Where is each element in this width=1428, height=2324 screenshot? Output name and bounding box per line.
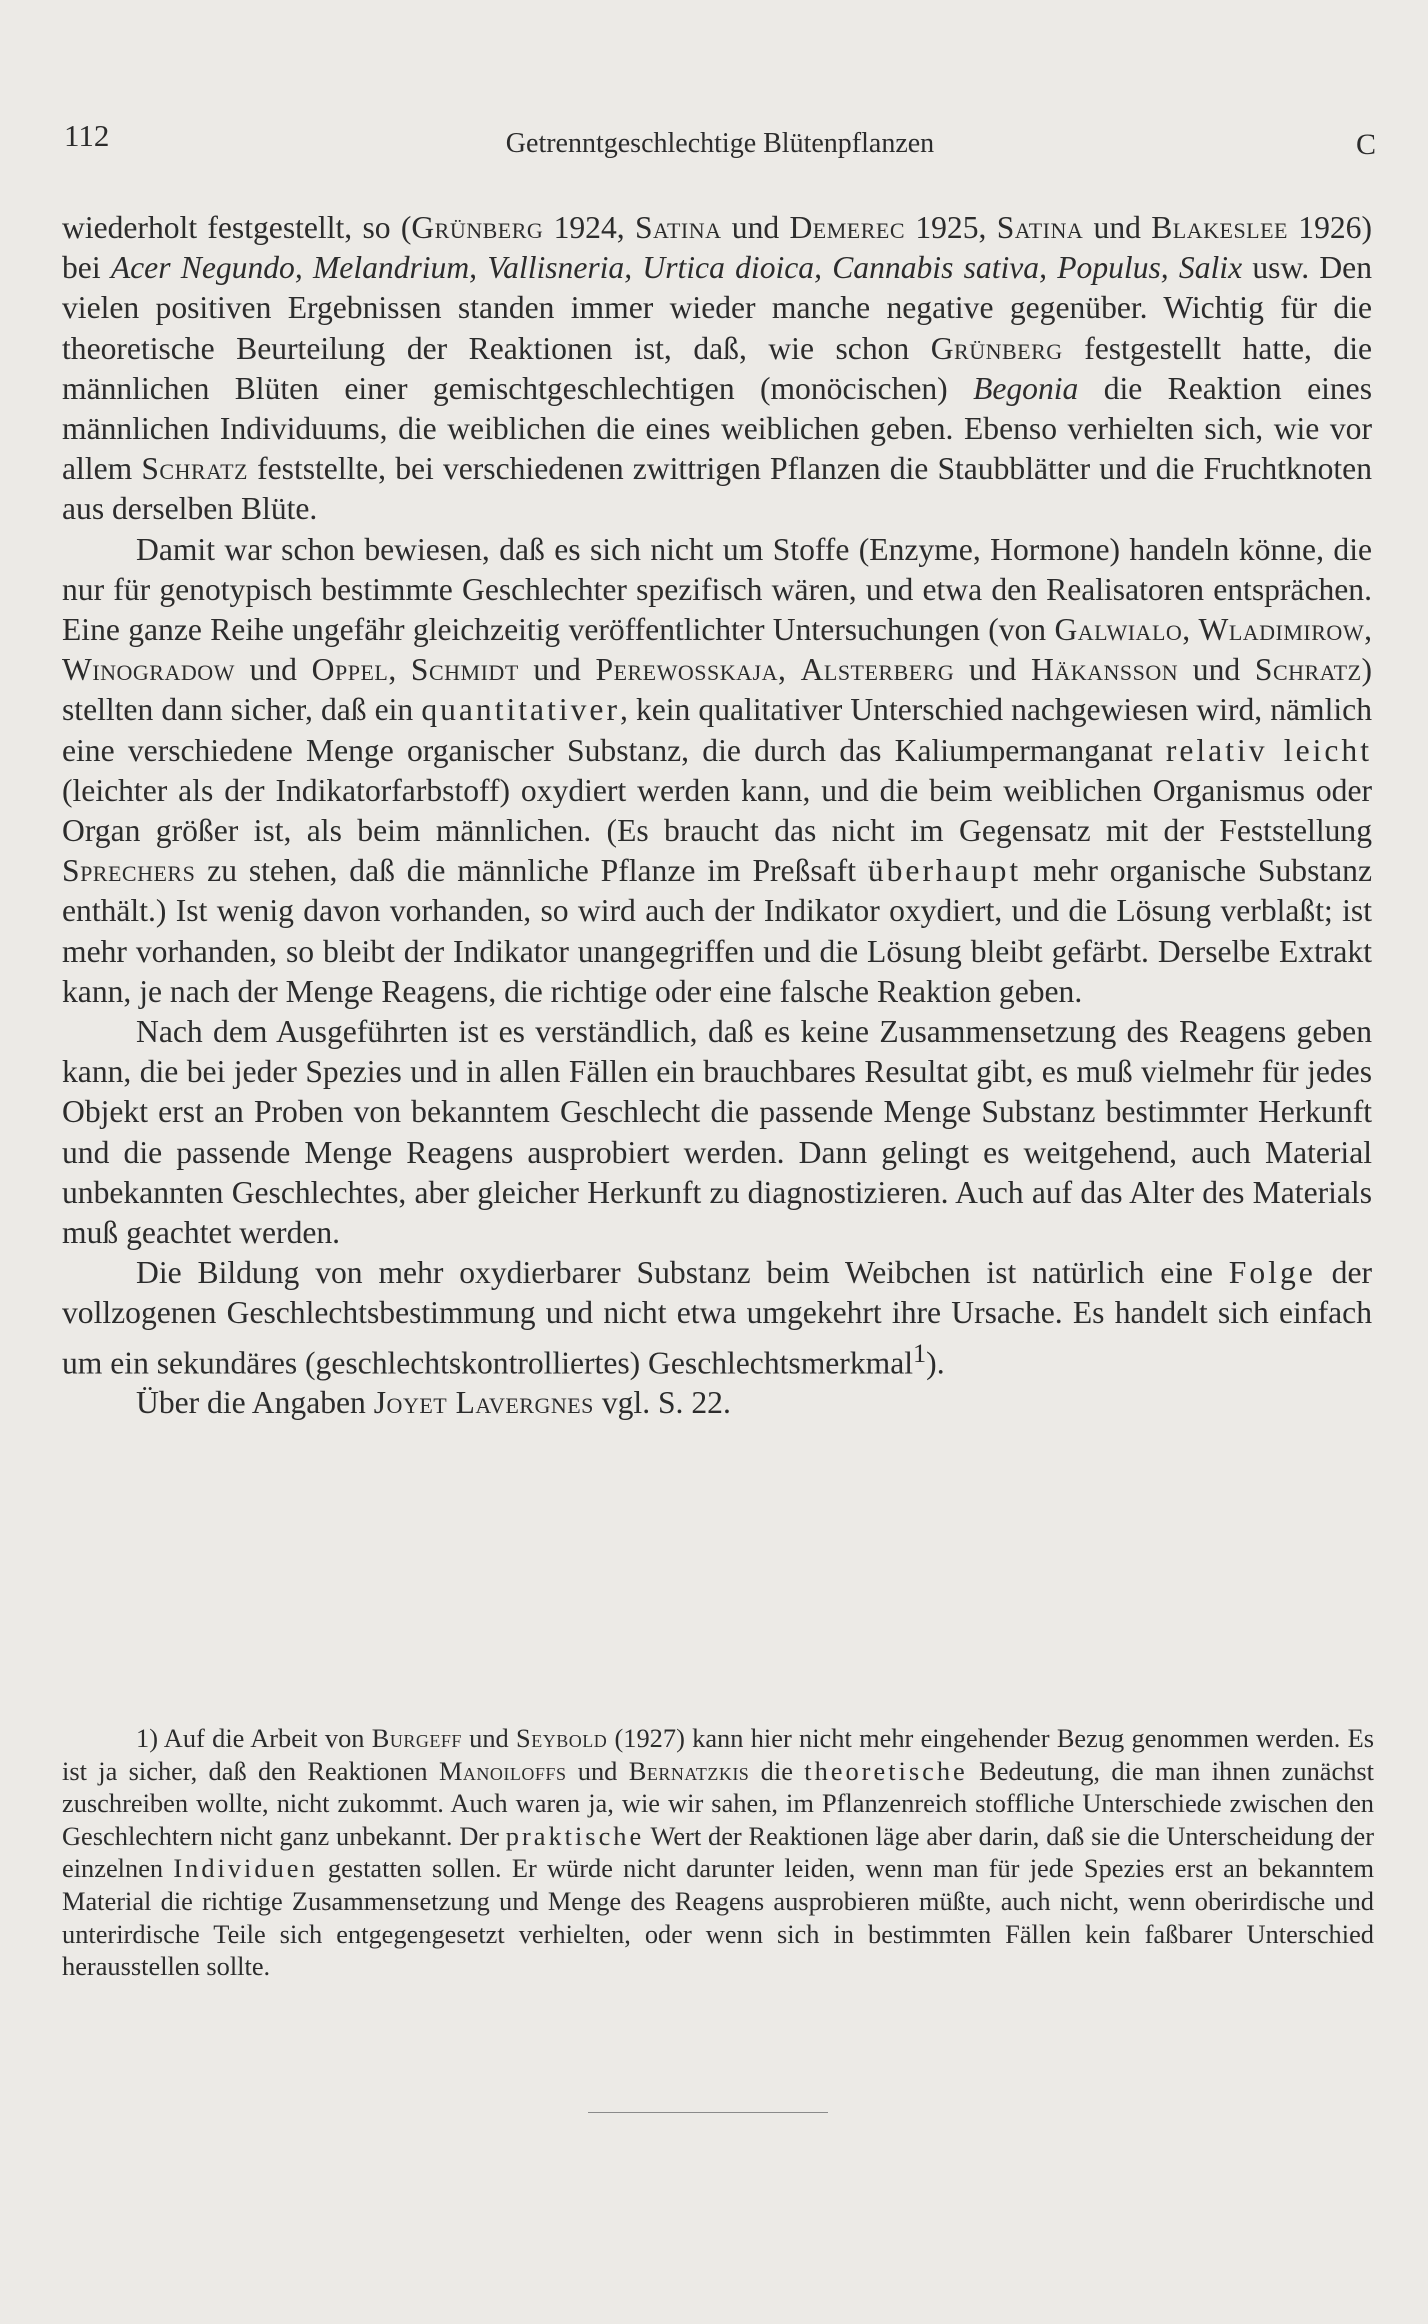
- bottom-rule: [588, 2112, 828, 2113]
- author-name: Schratz: [141, 451, 248, 487]
- running-title: Getrenntgeschlechtige Blütenpflanzen: [505, 128, 935, 159]
- author-name: Burgeff: [371, 1723, 462, 1753]
- author-name: Oppel: [311, 652, 389, 688]
- paragraph-5: Über die Angaben Joyet Lavergnes vgl. S. 22.: [136, 1385, 731, 1421]
- paragraph-2: Damit war schon bewiesen, daß es sich nicht um Stoffe (Enzyme, Hormone) handeln könne, die nur für genotypisch bestimmte Geschlechter spezifisch wären, und etwa den Realisatoren entsprächen. Eine ganze Reihe ungefähr gleichzeitig veröffentlichter Untersuchungen (von Galwialo, Wladimirow, Winogradow und Oppel, Schmidt und Perewosskaja, Alsterberg und Häkansson und Schratz) stellten dann sicher, daß ein quantitativer, kein qualitativer Unterschied nachgewiesen wird, nämlich eine verschiedene Menge organischer Substanz, die durch das Kaliumpermanganat relativ leicht (leichter als der Indikatorfarbstoff) oxydiert werden kann, und die beim weiblichen Organismus oder Organ größer ist, als beim männlichen. (Es braucht das nicht im Gegensatz mit der Feststellung Sprechers zu stehen, daß die männliche Pflanze im Preßsaft überhaupt mehr organische Substanz enthält.) Ist wenig davon vorhanden, so wird auch der Indikator oxydiert, und die Lösung verblaßt; ist mehr vorhanden, so bleibt der Indikator unangegriffen und die Lösung bleibt gefärbt. Derselbe Extrakt kann, je nach der Menge Reagens, die richtige oder eine falsche Reaktion geben.: [62, 531, 1373, 1009]
- author-name: Blakeslee: [1151, 210, 1288, 245]
- spaced-emphasis: quantitativer: [421, 692, 620, 728]
- author-name: Demerec: [789, 210, 906, 245]
- author-name: Sprechers: [62, 853, 196, 889]
- author-name: Grünberg: [930, 330, 1063, 366]
- author-name: Grünberg: [411, 210, 544, 245]
- author-name: Satina: [996, 210, 1084, 245]
- author-name: Seybold: [516, 1723, 608, 1753]
- paragraph-3: Nach dem Ausgeführten ist es verständlich, daß es keine Zusammensetzung des Reagens geben kann, die bei jeder Spezies und in allen Fällen ein brauchbares Resultat gibt, es muß vielmehr für jedes Objekt erst an Proben von bekanntem Geschlecht die passende Menge Substanz bestimmter Herkunft und die passende Menge Reagens ausprobiert werden. Dann gelingt es weitgehend, auch Material unbekannten Geschlechtes, aber gleicher Herkunft zu diagnostizieren. Auch auf das Alter des Materials muß geachtet werden.: [62, 1014, 1372, 1251]
- author-name: Schmidt: [410, 652, 519, 688]
- footnote-marker: 1): [136, 1723, 158, 1753]
- spaced-emphasis: praktische: [505, 1820, 645, 1851]
- author-name: Manoiloffs: [438, 1755, 567, 1786]
- author-name: Joyet Lavergnes: [373, 1385, 594, 1421]
- author-name: Bernatzkis: [628, 1755, 750, 1786]
- spaced-emphasis: überhaupt: [867, 853, 1022, 889]
- author-name: Satina: [634, 210, 722, 245]
- author-name: Alsterberg: [800, 652, 955, 688]
- species-name: Begonia: [973, 370, 1079, 406]
- species-names: Acer Negundo, Melandrium, Vallisneria, Urtica dioica, Cannabis sativa, Populus, Salix: [110, 250, 1243, 286]
- paragraph-1: wiederholt festgestellt, so (Grünberg 1924, Satina und Demerec 1925, Satina und Blakeslee 1926) bei Acer Negundo, Melandrium, Vallisneria, Urtica dioica, Cannabis sativa, Populus, Salix usw. Den vielen positiven Ergebnissen standen immer wieder manche negative gegenüber. Wichtig für die theoretische Beurteilung der Reaktionen ist, daß, wie schon Grünberg festgestellt hatte, die männlichen Blüten einer gemischtgeschlechtigen (monöcischen) Begonia die Reaktion eines männlichen Individuums, die weiblichen die eines weiblichen geben. Ebenso verhielten sich, wie vor allem Schratz feststellte, bei verschiedenen zwittrigen Pflanzen die Staubblätter und die Fruchtknoten aus derselben Blüte.: [62, 210, 1372, 527]
- footnote: 1) Auf die Arbeit von Burgeff und Seybold (1927) kann hier nicht mehr eingehender Bezug genommen werden. Es ist ja sicher, daß den Reaktionen Manoiloffs und Bernatzkis die theoretische Bedeutung, die man ihnen zunächst zuschreiben wollte, nicht zukommt. Auch waren ja, wie wir sahen, im Pflanzenreich stoffliche Unterschiede zwischen den Geschlechtern nicht ganz unbekannt. Der praktische Wert der Reaktionen läge aber darin, daß sie die Unterscheidung der einzelnen Individuen gestatten sollen. Er würde nicht darunter leiden, wenn man für jede Spezies erst an bekanntem Material die richtige Zusammensetzung und Menge des Reagens ausprobieren müßte, auch nicht, wenn oberirdische und unterirdische Teile sich entgegengesetzt verhielten, oder wenn sich in bestimmten Fällen kein faßbarer Unterschied herausstellen sollte.: [62, 1723, 1375, 1982]
- author-name: Häkansson: [1031, 652, 1179, 688]
- spaced-emphasis: Individuen: [173, 1853, 318, 1884]
- author-name: Galwialo: [1054, 612, 1183, 648]
- author-name: Schratz: [1254, 652, 1362, 688]
- author-name: Wladimirow: [1198, 612, 1365, 648]
- spaced-emphasis: Folge: [1228, 1255, 1316, 1291]
- body-text: [62, 208, 1372, 1424]
- footnote-reference: 1: [913, 1338, 927, 1368]
- page-number: 112: [64, 118, 110, 153]
- section-letter: C: [1355, 128, 1376, 161]
- author-name: Winogradow: [62, 652, 235, 688]
- paragraph-4: Die Bildung von mehr oxydierbarer Substanz beim Weibchen ist natürlich eine Folge der vollzogenen Geschlechtsbestimmung und nicht etwa umgekehrt ihre Ursache. Es handelt sich einfach um ein sekundäres (geschlechtskontrolliertes) Geschlechtsmerkmal$^1$).: [62, 1255, 1372, 1381]
- running-header: [64, 118, 1376, 166]
- spaced-emphasis: theoretische: [804, 1755, 968, 1786]
- author-name: Perewosskaja: [595, 652, 778, 688]
- spaced-emphasis: relativ leicht: [1165, 732, 1372, 768]
